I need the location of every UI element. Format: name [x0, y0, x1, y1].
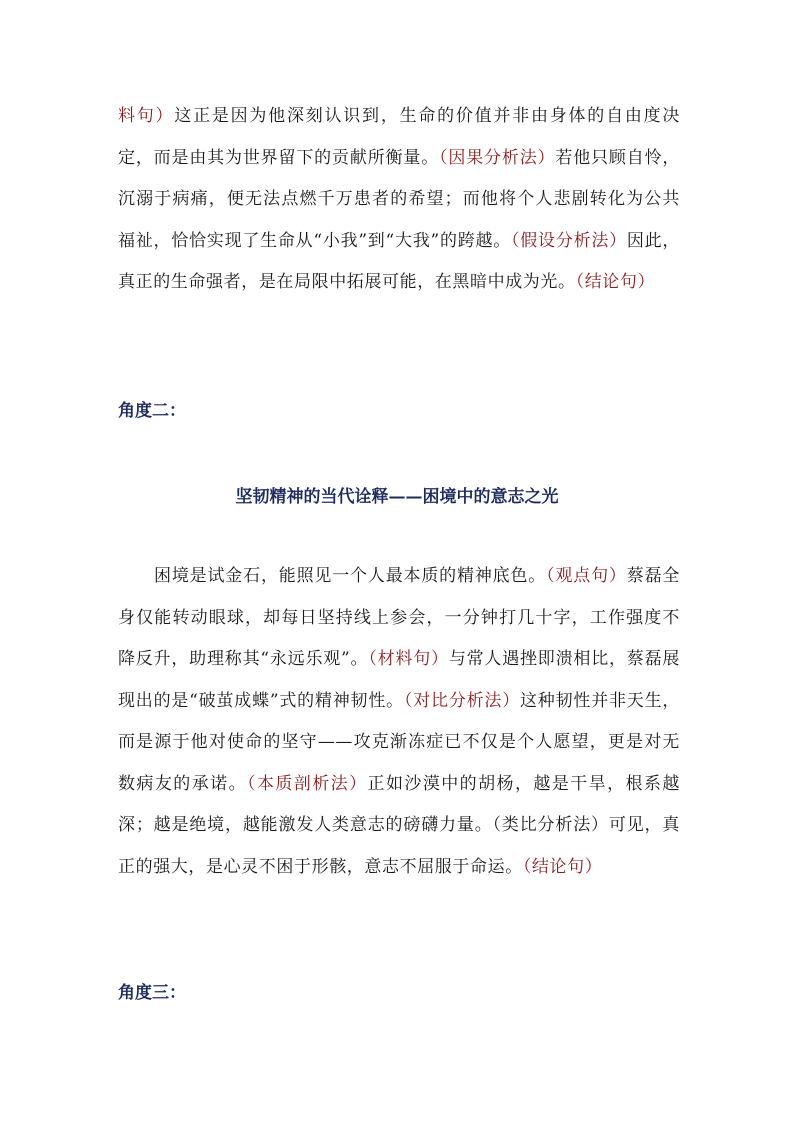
sentence-text: 若他只顾自怜，沉溺于病痛，便无法点燃千万患者的希望；而他将个人悲剧转化为公共福祉，恰恰实现了生命从“小我”到“大我”的跨越。 — [118, 147, 680, 251]
label-material-sentence: （材料句） — [368, 649, 449, 669]
paragraph-angle1-analysis — [118, 96, 680, 304]
sentence-text: 因此，真正的生命强者，是在局限中拓展可能，在黑暗中成为光。 — [118, 230, 680, 292]
label-material-sentence: 料句） — [118, 106, 175, 126]
paragraph-angle2-body — [118, 556, 680, 888]
sentence-text: 蔡磊全身仅能转动眼球，却每日坚持线上参会，一分钟打几十字，工作强度不降反升，助理称其“永远乐观”。 — [118, 566, 680, 669]
essay-title-angle2: 坚韧精神的当代诠释——困境中的意志之光 — [235, 487, 559, 507]
sentence-text: 正如沙漠中的胡杨，越是干旱，根系越深；越是绝境，越能激发人类意志的磅礴力量。（类比分析法）可见，真正的强大，是心灵不困于形骸，意志不屈服于命运。 — [118, 773, 681, 877]
sentence-text: 困境是试金石，能照见一个人最本质的精神底色。 — [154, 566, 547, 586]
label-conclusion-sentence: （结论句） — [522, 856, 603, 877]
label-viewpoint-sentence: （观点句） — [546, 566, 627, 586]
label-cause-analysis: （因果分析法） — [439, 147, 556, 168]
label-conclusion-sentence: （结论句） — [575, 272, 656, 292]
label-hypothesis-analysis: （假设分析法） — [511, 230, 627, 251]
label-essence-analysis: （本质剖析法） — [247, 773, 368, 794]
sentence-text: 这种韧性并非天生，而是源于他对使命的坚守——攻克渐冻症已不仅是个人愿望，更是对无数病友的承诺。 — [118, 690, 680, 794]
sentence-text: 这正是因为他深刻认识到，生命的价值并非由身体的自由度决定，而是由其为世界留下的贡献所衡量。 — [118, 106, 680, 168]
section-heading-angle3: 角度三： — [118, 983, 186, 1003]
label-contrast-analysis: （对比分析法） — [403, 690, 521, 711]
sentence-text: 与常人遇挫即溃相比，蔡磊展现出的是“破茧成蝶”式的精神韧性。 — [118, 649, 680, 711]
section-heading-angle2: 角度二： — [118, 401, 186, 421]
